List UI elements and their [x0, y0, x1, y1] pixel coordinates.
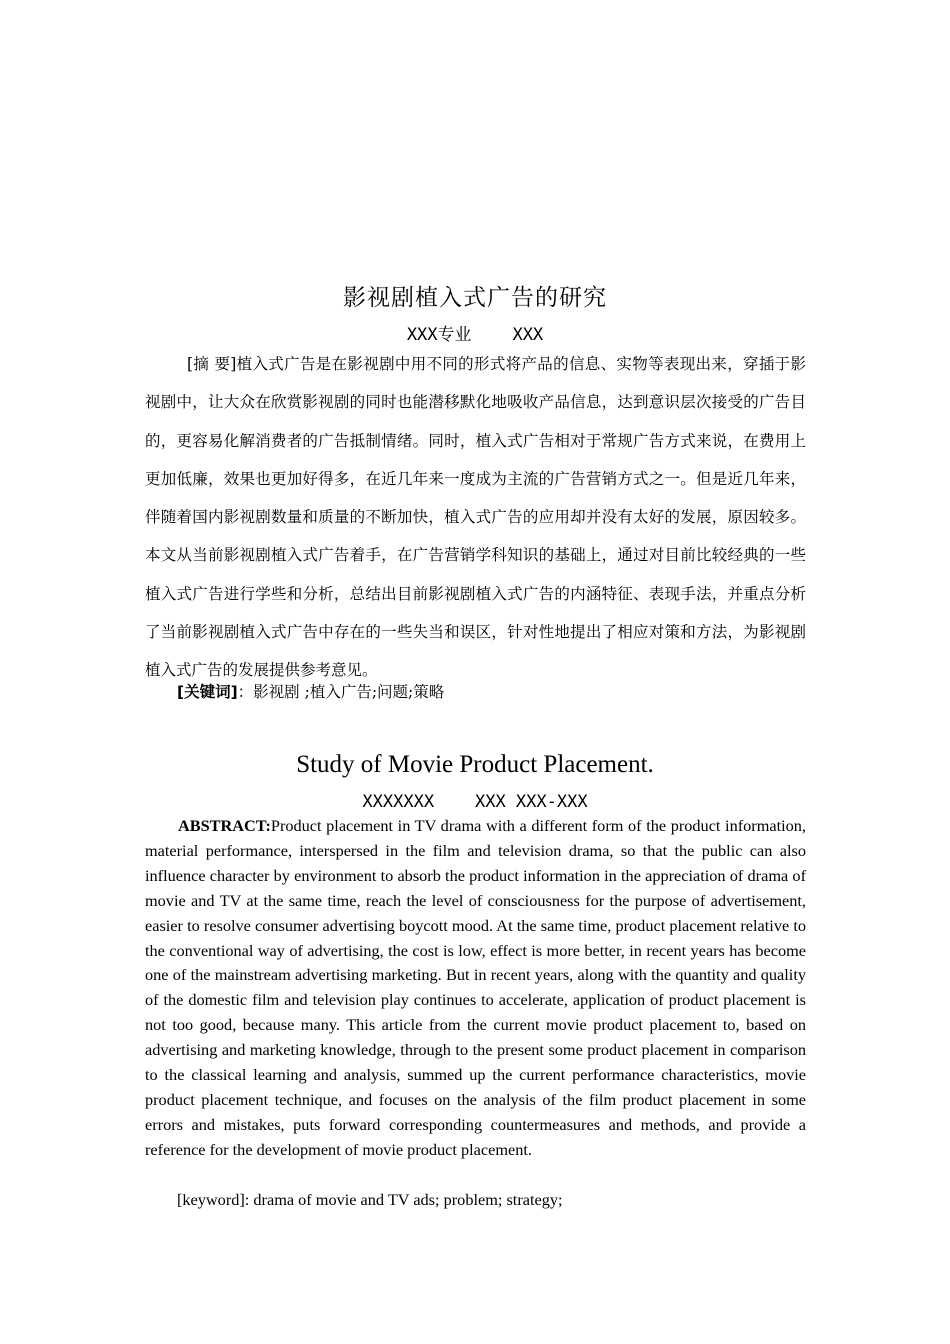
chinese-keywords-text: ：影视剧 ;植入广告;问题;策略: [237, 683, 445, 701]
english-abstract-text: Product placement in TV drama with a different form of the product information, material performance, interspersed in the film and television drama, so that the public can also influence character by environment to absorb the product information in the appreciation of drama of movie and TV at the same time, reach the level of consciousness for the purpose of advertisement, easier to resolve consumer advertising boycott mood. At the same time, product placement relative to the conventional way of advertising, the cost is low, effect is more better, in recent years has become one of the mainstream advertising marketing. But in recent years, along with the quantity and quality of the domestic film and television play continues to accelerate, application of product placement is not too good, because many. This article from the current movie product placement to, based on advertising and marketing knowledge, through to the present some product placement in comparison to the classical learning and analysis, summed up the current performance characteristics, movie product placement technique, and focuses on the analysis of the film product placement in some errors and mistakes, puts forward corresponding countermeasures and methods, and provide a reference for the development of movie product placement.: [145, 816, 806, 1159]
chinese-abstract-label: [摘 要]: [187, 355, 237, 373]
chinese-keywords: [177, 679, 806, 705]
english-abstract: [145, 814, 806, 1163]
chinese-abstract-text: 植入式广告是在影视剧中用不同的形式将产品的信息、实物等表现出来，穿插于影视剧中，让大众在欣赏影视剧的同时也能潜移默化地吸收产品信息，达到意识层次接受的广告目的，更容易化解消费者的广告抵制情绪。同时，植入式广告相对于常规广告方式来说，在费用上更加低廉，效果也更加好得多，在近几年来一度成为主流的广告营销方式之一。但是近几年来，伴随着国内影视剧数量和质量的不断加快，植入式广告的应用却并没有太好的发展，原因较多。本文从当前影视剧植入式广告着手，在广告营销学科知识的基础上，通过对目前比较经典的一些植入式广告进行学些和分析，总结出目前影视剧植入式广告的内涵特征、表现手法，并重点分析了当前影视剧植入式广告中存在的一些失当和误区，针对性地提出了相应对策和方法，为影视剧植入式广告的发展提供参考意见。: [145, 355, 806, 680]
chinese-keywords-label: [关键词]: [177, 683, 238, 701]
english-title: Study of Movie Product Placement.: [296, 751, 654, 778]
english-author-line: XXXXXXX XXX XXX-XXX: [362, 792, 588, 812]
chinese-abstract: [145, 345, 806, 690]
english-keywords: [keyword]: drama of movie and TV ads; problem; strategy;: [177, 1190, 563, 1209]
english-abstract-label: ABSTRACT:: [178, 816, 271, 835]
chinese-author-line: XXX专业 XXX: [406, 325, 544, 345]
chinese-title: 影视剧植入式广告的研究: [343, 285, 607, 311]
